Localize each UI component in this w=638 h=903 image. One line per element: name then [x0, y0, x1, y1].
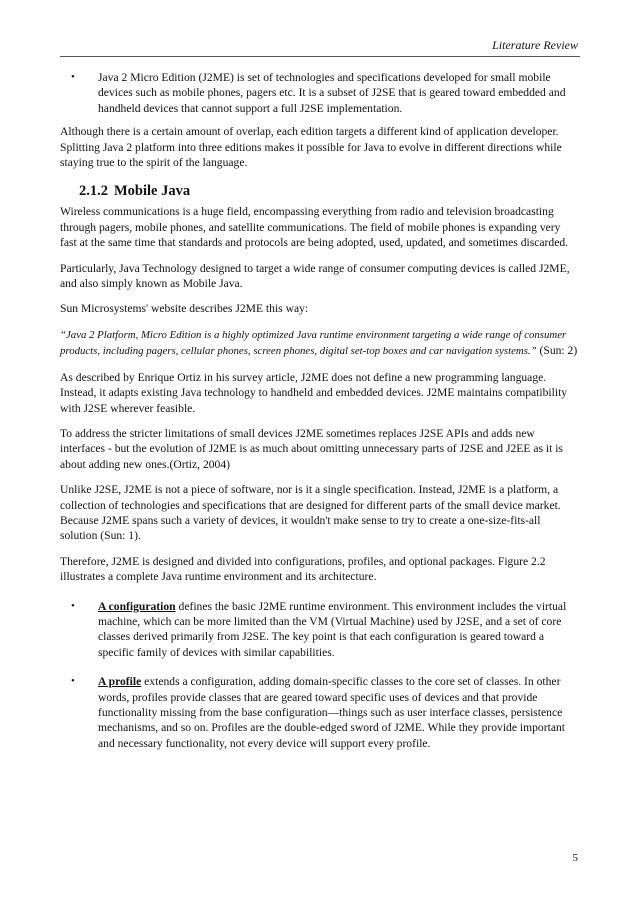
definition-text: defines the basic J2ME runtime environment. This environment includes the virtual machine, which can be more limited than the VM (Virtual Machine) used by J2SE, and a set of core classes derived primarily from J2SE. The key point is that each configuration is geared toward a specific family of devices with similar capabilities.	[98, 599, 567, 659]
bullet-text: Java 2 Micro Edition (J2ME) is set of technologies and specifications developed for small mobile devices such as mobile phones, pagers etc. It is a subset of J2SE that is geared toward embedded and handheld devices that cannot support a full J2SE implementation.	[98, 71, 566, 115]
list-item	[60, 599, 580, 661]
page-number: 5	[572, 852, 578, 864]
quote-paragraph	[60, 327, 580, 360]
block-quote: “Java 2 Platform, Micro Edition is a highly optimized Java runtime environment targeting a wide range of consumer products, including pagers, cellular phones, screen phones, digital set-top boxes and car navigation systems.”	[60, 328, 567, 358]
running-header: Literature Review	[492, 38, 578, 52]
paragraph-therefore: Therefore, J2ME is designed and divided into configurations, profiles, and optional packages. Figure 2.2 illustrates a complete Java runtime environment and its architecture.	[60, 554, 546, 584]
header-divider	[60, 56, 580, 57]
term-profile: A profile	[98, 675, 142, 689]
page-body	[60, 70, 580, 765]
definition-bullet-list	[60, 599, 580, 752]
section-title: Mobile Java	[114, 183, 191, 200]
paragraph-unlike: Unlike J2SE, J2ME is not a piece of software, nor is it a single specification. Instead, J2ME is a platform, a collection of technologies and specifications that are designed for different parts of the small device market. Because J2ME spans such a variety of devices, it wouldn't make sense to try to create a one-size-fits-all solution (Sun: 1).	[60, 483, 561, 543]
quote-citation: (Sun: 2)	[536, 344, 578, 358]
paragraph-overlap: Although there is a certain amount of overlap, each edition targets a different kind of application developer. Splitting Java 2 platform into three editions makes it possible for Java to evolve in different directions while staying true to the spirit of the language.	[60, 125, 562, 170]
paragraph-stricter: To address the stricter limitations of small devices J2ME sometimes replaces J2SE APIs and adds new interfaces - but the evolution of J2ME is as much about omitting unnecessary parts of J2SE and J2EE as it is about adding new ones.(Ortiz, 2004)	[60, 426, 563, 471]
paragraph-particularly: Particularly, Java Technology designed to target a wide range of consumer computing devices is called J2ME, and also simply known as Mobile Java.	[60, 261, 570, 291]
paragraph-ortiz: As described by Enrique Ortiz in his survey article, J2ME does not define a new programming language. Instead, it adapts existing Java technology to handheld and embedded devices. J2ME maintains compatibility with J2SE wherever feasible.	[60, 370, 568, 415]
section-heading	[60, 182, 580, 200]
bullet-icon: •	[71, 675, 75, 688]
bullet-icon: •	[71, 599, 75, 612]
section-number: 2.1.2	[79, 183, 108, 200]
paragraph-sun-intro: Sun Microsystems' website describes J2ME this way:	[60, 302, 309, 316]
paragraph-wireless: Wireless communications is a huge field, encompassing everything from radio and television broadcasting through pagers, mobile phones, and satellite communications. The field of mobile phones is expanding very fast at the same time that standards and protocols are being adopted, used, updated, and sometimes discarded.	[60, 205, 569, 250]
list-item	[60, 674, 580, 751]
term-configuration: A configuration	[98, 599, 176, 613]
intro-bullet-list	[60, 70, 580, 116]
definition-text: extends a configuration, adding domain-specific classes to the core set of classes. In other words, profiles provide classes that are geared toward specific uses of devices and that provide functionality missing from the base configuration—things such as user interface classes, persistence mechanisms, and so on. Profiles are the double-edged sword of J2ME. While they provide important and necessary functionality, not every device will support every profile.	[98, 675, 565, 750]
list-item	[60, 70, 580, 116]
bullet-icon: •	[71, 71, 75, 83]
